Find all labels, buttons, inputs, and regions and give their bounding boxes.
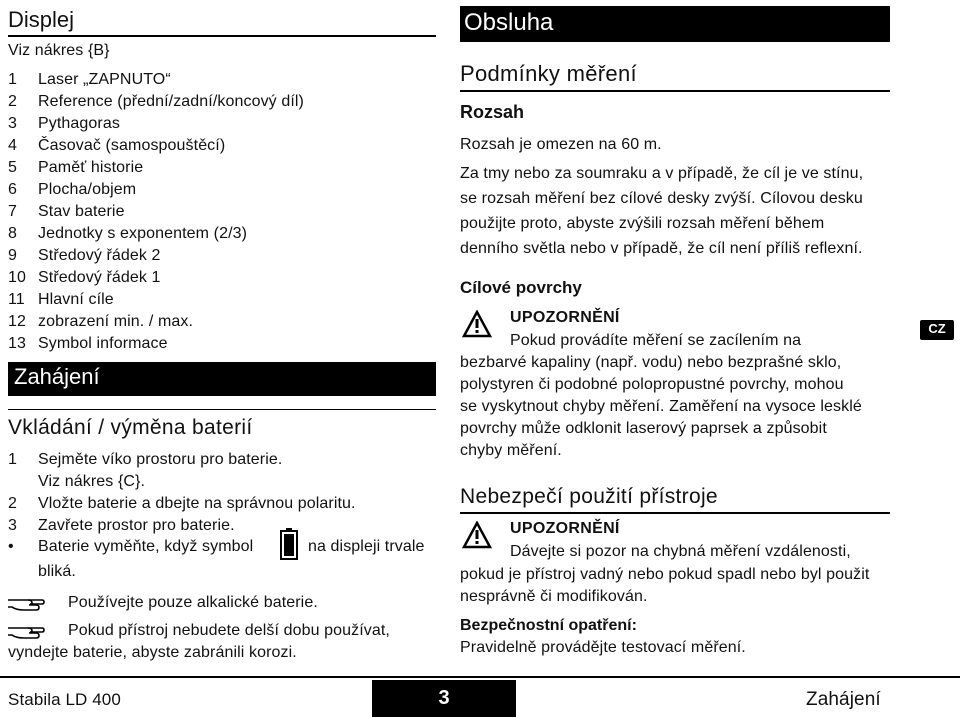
safety-heading: Bezpečnostní opatření: <box>460 617 637 634</box>
surfaces-para-line: polystyren či podobné polopropustné povrchy, mohou <box>460 376 844 393</box>
batteries-title-rule <box>8 409 436 410</box>
battery-icon <box>280 528 298 565</box>
danger-warning-label: UPOZORNĚNÍ <box>510 520 620 537</box>
conditions-rule <box>460 90 890 92</box>
display-title-rule <box>8 35 436 37</box>
surfaces-para-line: bezbarvé kapaliny (např. vodu) nebo bezprašné sklo, <box>460 354 842 371</box>
range-line: Rozsah je omezen na 60 m. <box>460 136 662 153</box>
battery-bullet <box>8 538 436 560</box>
warning-icon <box>462 310 492 343</box>
start-section-title: Zahájení <box>14 364 100 389</box>
surfaces-heading: Cílové povrchy <box>460 278 582 297</box>
surfaces-warning-label: UPOZORNĚNÍ <box>510 309 620 326</box>
display-items-list: 1 Laser „ZAPNUTO“ 2 Reference (přední/zadní/koncový díl) 3 Pythagoras 4 Časovač (samospouštěcí) 5 Paměť historie 6 Plocha/objem 7 Stav baterie 8 Jednotky s exponentem (2/3) 9 Středový řádek 2 10 Středový řádek 1 11 Hlavní cíle 12 zobrazení min. / max. 13 Symbol informace <box>8 71 304 352</box>
start-section-band <box>8 362 436 396</box>
note-long-storage-a: Pokud přístroj nebudete delší dobu používat, <box>68 622 390 639</box>
bullet-icon: • <box>8 538 14 555</box>
battery-bullet-text-c: bliká. <box>38 563 76 580</box>
figure-ref-b: Viz nákres {B} <box>8 42 110 59</box>
range-para-line: se rozsah měření bez cílové desky zvýší. Cílovou desku <box>460 190 863 207</box>
range-heading: Rozsah <box>460 102 525 122</box>
surfaces-para-line: se vyskytnout chyby měření. Zaměření na vysoce lesklé <box>460 398 862 415</box>
batteries-title: Vkládání / výměna baterií <box>8 416 253 439</box>
note-long-storage-b: vyndejte baterie, abyste zabránili korozi. <box>8 644 297 661</box>
safety-line: Pravidelně provádějte testovací měření. <box>460 639 746 656</box>
battery-steps-list: 1 Sejměte víko prostoru pro baterie. Viz nákres {C}. 2 Vložte baterie a dbejte na správnou polaritu. 3 Zavřete prostor pro baterie. <box>8 451 356 534</box>
surfaces-para-line: povrchy může odklonit laserový paprsek a způsobit <box>460 420 827 437</box>
range-para-line: Za tmy nebo za soumraku a v případě, že cíl je ve stínu, <box>460 165 864 182</box>
display-title: Displej <box>8 7 75 32</box>
warning-icon <box>462 521 492 554</box>
surfaces-first-line: Pokud provádíte měření se zacílením na <box>510 332 802 349</box>
danger-para-line: nesprávně či modifikován. <box>460 588 648 605</box>
danger-para-line: pokud je přístroj vadný nebo pokud spadl nebo byl použit <box>460 566 870 583</box>
operation-title: Obsluha <box>464 9 554 36</box>
danger-rule <box>460 512 890 514</box>
operation-band <box>460 6 890 42</box>
surfaces-para-line: chyby měření. <box>460 442 562 459</box>
hand-note-icon <box>6 594 46 619</box>
battery-bullet-text-b: na displeji trvale <box>308 538 425 555</box>
note-alkaline: Používejte pouze alkalické baterie. <box>68 594 318 611</box>
language-badge: CZ <box>920 320 954 340</box>
footer-section: Zahájení <box>806 689 881 710</box>
danger-title: Nebezpečí použití přístroje <box>460 485 718 508</box>
range-para-line: použijte proto, abyste zvýšili rozsah měření během <box>460 215 825 232</box>
footer-product: Stabila LD 400 <box>8 690 121 709</box>
conditions-title: Podmínky měření <box>460 61 637 86</box>
danger-first-line: Dávejte si pozor na chybná měření vzdálenosti, <box>510 543 851 560</box>
footer-page-number: 3 <box>372 680 516 717</box>
battery-bullet-text-a: Baterie vyměňte, když symbol <box>38 538 254 555</box>
footer-rule <box>0 676 960 678</box>
range-para-line: denního světla nebo v případě, že cíl není příliš reflexní. <box>460 240 863 257</box>
